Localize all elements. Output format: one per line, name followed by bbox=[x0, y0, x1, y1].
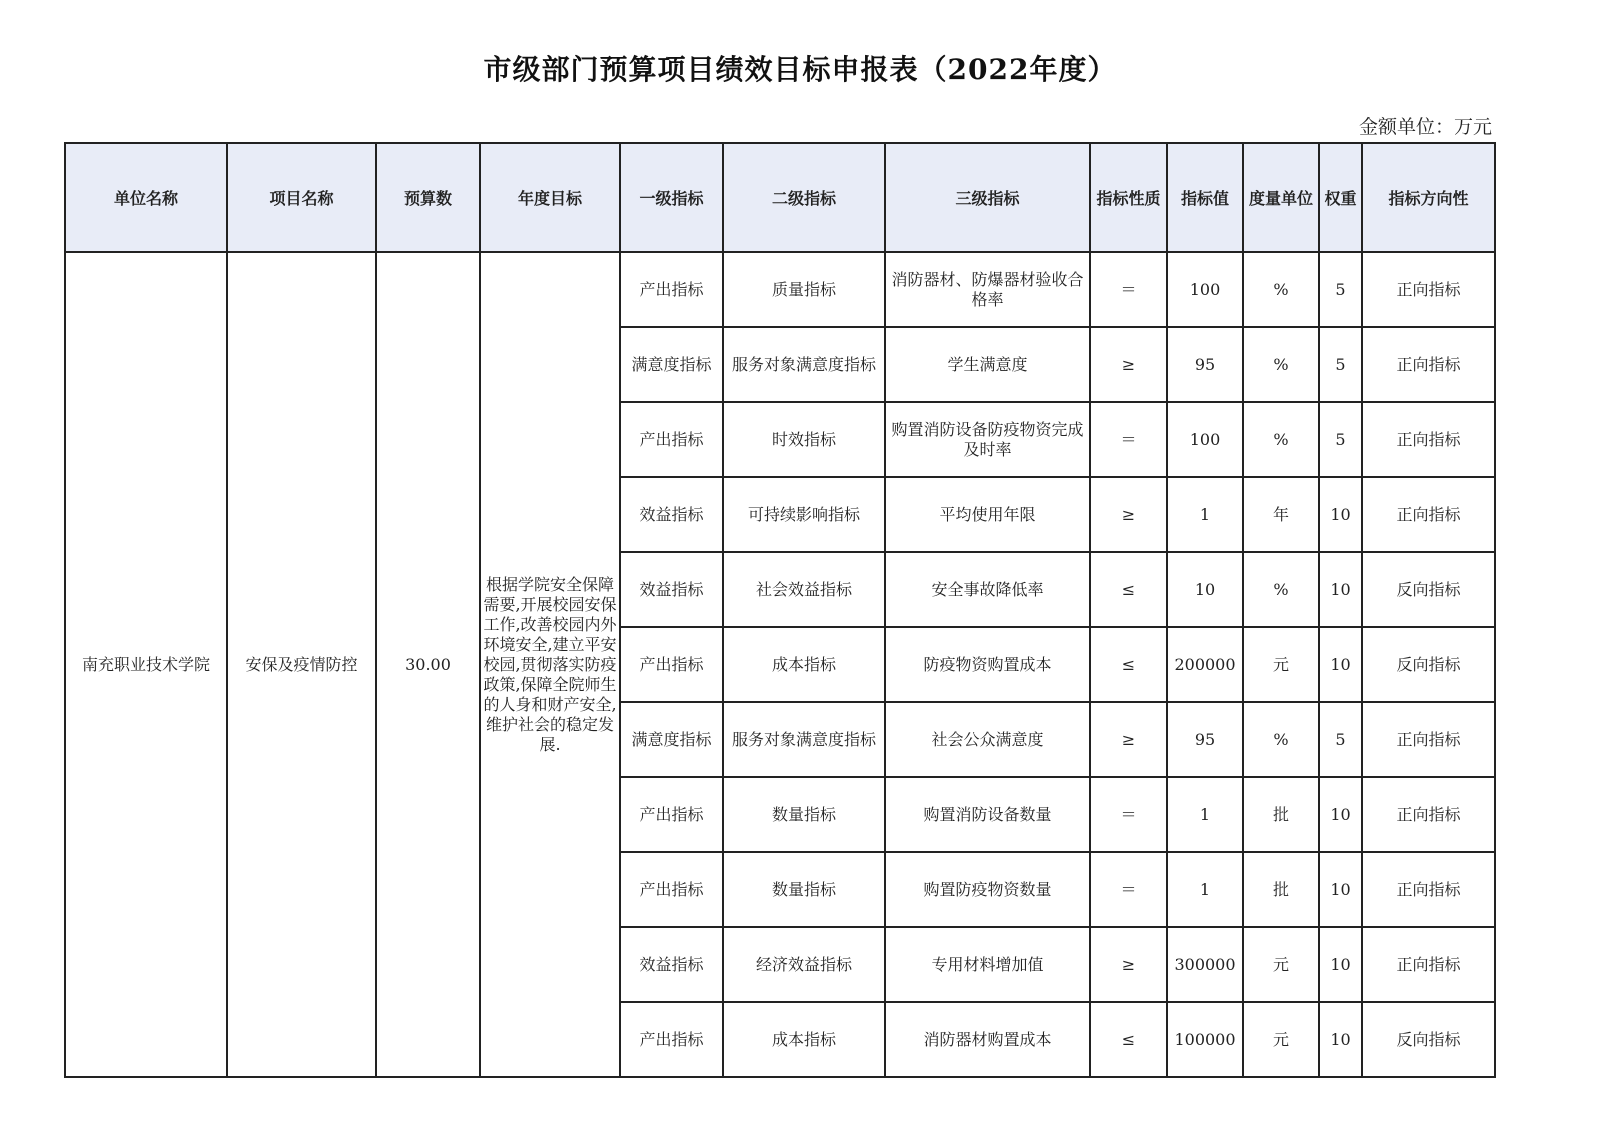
level1-indicator-cell: 效益指标 bbox=[620, 927, 723, 1002]
direction-cell: 正向指标 bbox=[1362, 252, 1495, 327]
level1-indicator-cell: 效益指标 bbox=[620, 552, 723, 627]
level3-indicator-cell: 消防器材购置成本 bbox=[885, 1002, 1090, 1077]
value-cell: 300000 bbox=[1167, 927, 1243, 1002]
weight-cell: 10 bbox=[1319, 927, 1362, 1002]
level3-indicator-cell: 安全事故降低率 bbox=[885, 552, 1090, 627]
level3-indicator-cell: 学生满意度 bbox=[885, 327, 1090, 402]
level1-indicator-cell: 产出指标 bbox=[620, 1002, 723, 1077]
performance-table bbox=[64, 142, 1496, 1078]
level3-indicator-cell: 购置消防设备数量 bbox=[885, 777, 1090, 852]
header-cell: 项目名称 bbox=[227, 143, 376, 252]
measure-unit-cell: 批 bbox=[1243, 852, 1319, 927]
level2-indicator-cell: 成本指标 bbox=[723, 627, 885, 702]
header-row bbox=[65, 143, 1495, 252]
value-cell: 1 bbox=[1167, 477, 1243, 552]
header-cell: 指标值 bbox=[1167, 143, 1243, 252]
value-cell: 100 bbox=[1167, 402, 1243, 477]
direction-cell: 正向指标 bbox=[1362, 852, 1495, 927]
level1-indicator-cell: 满意度指标 bbox=[620, 702, 723, 777]
direction-cell: 正向指标 bbox=[1362, 702, 1495, 777]
level3-indicator-cell: 购置消防设备防疫物资完成及时率 bbox=[885, 402, 1090, 477]
amount-unit-label: 金额单位：万元 bbox=[1358, 116, 1492, 138]
nature-cell: ＝ bbox=[1090, 777, 1167, 852]
direction-cell: 正向指标 bbox=[1362, 477, 1495, 552]
header-cell: 指标方向性 bbox=[1362, 143, 1495, 252]
measure-unit-cell: 元 bbox=[1243, 627, 1319, 702]
level2-indicator-cell: 经济效益指标 bbox=[723, 927, 885, 1002]
direction-cell: 反向指标 bbox=[1362, 627, 1495, 702]
level2-indicator-cell: 成本指标 bbox=[723, 1002, 885, 1077]
direction-cell: 反向指标 bbox=[1362, 552, 1495, 627]
measure-unit-cell: % bbox=[1243, 327, 1319, 402]
annual-goal-cell: 根据学院安全保障需要,开展校园安保工作,改善校园内外环境安全,建立平安校园,贯彻落实防疫政策,保障全院师生的人身和财产安全,维护社会的稳定发展. bbox=[480, 252, 620, 1077]
header-cell: 年度目标 bbox=[480, 143, 620, 252]
measure-unit-cell: 元 bbox=[1243, 927, 1319, 1002]
level1-indicator-cell: 满意度指标 bbox=[620, 327, 723, 402]
level3-indicator-cell: 平均使用年限 bbox=[885, 477, 1090, 552]
level3-indicator-cell: 消防器材、防爆器材验收合格率 bbox=[885, 252, 1090, 327]
level3-indicator-cell: 专用材料增加值 bbox=[885, 927, 1090, 1002]
nature-cell: ≥ bbox=[1090, 477, 1167, 552]
header-cell: 指标性质 bbox=[1090, 143, 1167, 252]
level2-indicator-cell: 质量指标 bbox=[723, 252, 885, 327]
level1-indicator-cell: 效益指标 bbox=[620, 477, 723, 552]
value-cell: 95 bbox=[1167, 702, 1243, 777]
value-cell: 95 bbox=[1167, 327, 1243, 402]
level2-indicator-cell: 时效指标 bbox=[723, 402, 885, 477]
direction-cell: 反向指标 bbox=[1362, 1002, 1495, 1077]
header-cell: 度量单位 bbox=[1243, 143, 1319, 252]
measure-unit-cell: % bbox=[1243, 402, 1319, 477]
nature-cell: ≥ bbox=[1090, 702, 1167, 777]
level2-indicator-cell: 数量指标 bbox=[723, 852, 885, 927]
header-cell: 权重 bbox=[1319, 143, 1362, 252]
weight-cell: 10 bbox=[1319, 552, 1362, 627]
nature-cell: ≤ bbox=[1090, 552, 1167, 627]
measure-unit-cell: 批 bbox=[1243, 777, 1319, 852]
measure-unit-cell: % bbox=[1243, 252, 1319, 327]
header-cell: 一级指标 bbox=[620, 143, 723, 252]
budget-cell: 30.00 bbox=[376, 252, 480, 1077]
measure-unit-cell: % bbox=[1243, 702, 1319, 777]
value-cell: 200000 bbox=[1167, 627, 1243, 702]
level2-indicator-cell: 服务对象满意度指标 bbox=[723, 702, 885, 777]
measure-unit-cell: 年 bbox=[1243, 477, 1319, 552]
weight-cell: 10 bbox=[1319, 477, 1362, 552]
nature-cell: ＝ bbox=[1090, 252, 1167, 327]
nature-cell: ≥ bbox=[1090, 327, 1167, 402]
level1-indicator-cell: 产出指标 bbox=[620, 777, 723, 852]
value-cell: 10 bbox=[1167, 552, 1243, 627]
weight-cell: 5 bbox=[1319, 327, 1362, 402]
value-cell: 100 bbox=[1167, 252, 1243, 327]
direction-cell: 正向指标 bbox=[1362, 327, 1495, 402]
level1-indicator-cell: 产出指标 bbox=[620, 402, 723, 477]
level1-indicator-cell: 产出指标 bbox=[620, 252, 723, 327]
level2-indicator-cell: 服务对象满意度指标 bbox=[723, 327, 885, 402]
level3-indicator-cell: 防疫物资购置成本 bbox=[885, 627, 1090, 702]
direction-cell: 正向指标 bbox=[1362, 402, 1495, 477]
level3-indicator-cell: 社会公众满意度 bbox=[885, 702, 1090, 777]
value-cell: 1 bbox=[1167, 852, 1243, 927]
header-cell: 二级指标 bbox=[723, 143, 885, 252]
weight-cell: 5 bbox=[1319, 702, 1362, 777]
header-cell: 三级指标 bbox=[885, 143, 1090, 252]
measure-unit-cell: % bbox=[1243, 552, 1319, 627]
nature-cell: ≤ bbox=[1090, 1002, 1167, 1077]
level1-indicator-cell: 产出指标 bbox=[620, 627, 723, 702]
value-cell: 100000 bbox=[1167, 1002, 1243, 1077]
nature-cell: ＝ bbox=[1090, 852, 1167, 927]
nature-cell: ＝ bbox=[1090, 402, 1167, 477]
level2-indicator-cell: 社会效益指标 bbox=[723, 552, 885, 627]
header-cell: 单位名称 bbox=[65, 143, 227, 252]
unit-name-cell: 南充职业技术学院 bbox=[65, 252, 227, 1077]
value-cell: 1 bbox=[1167, 777, 1243, 852]
weight-cell: 5 bbox=[1319, 402, 1362, 477]
weight-cell: 5 bbox=[1319, 252, 1362, 327]
nature-cell: ≥ bbox=[1090, 927, 1167, 1002]
level3-indicator-cell: 购置防疫物资数量 bbox=[885, 852, 1090, 927]
level1-indicator-cell: 产出指标 bbox=[620, 852, 723, 927]
level2-indicator-cell: 数量指标 bbox=[723, 777, 885, 852]
weight-cell: 10 bbox=[1319, 627, 1362, 702]
weight-cell: 10 bbox=[1319, 1002, 1362, 1077]
weight-cell: 10 bbox=[1319, 777, 1362, 852]
header-cell: 预算数 bbox=[376, 143, 480, 252]
nature-cell: ≤ bbox=[1090, 627, 1167, 702]
project-name-cell: 安保及疫情防控 bbox=[227, 252, 376, 1077]
page-title: 市级部门预算项目绩效目标申报表（2022年度） bbox=[483, 53, 1117, 86]
direction-cell: 正向指标 bbox=[1362, 927, 1495, 1002]
measure-unit-cell: 元 bbox=[1243, 1002, 1319, 1077]
table-row bbox=[65, 252, 1495, 327]
weight-cell: 10 bbox=[1319, 852, 1362, 927]
level2-indicator-cell: 可持续影响指标 bbox=[723, 477, 885, 552]
direction-cell: 正向指标 bbox=[1362, 777, 1495, 852]
